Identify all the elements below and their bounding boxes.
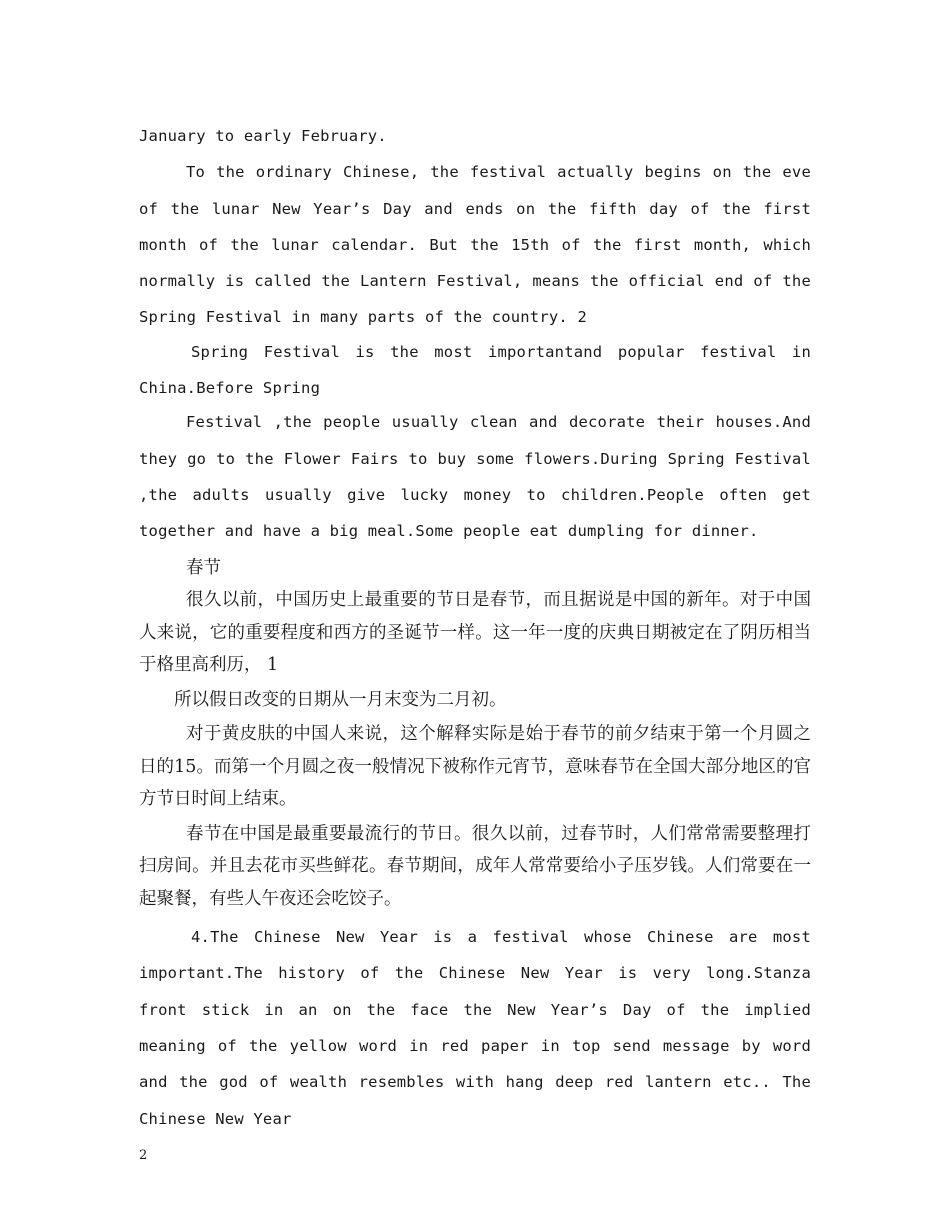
paragraph-zh-explanation: 对于黄皮肤的中国人来说，这个解释实际是始于春节的前夕结束于第一个月圆之日的15。而第一个月圆之夜一般情况下被称作元宵节，意味春节在全国大部分地区的官方节日时间上结束。 bbox=[139, 724, 811, 810]
paragraph-ordinary-chinese: To the ordinary Chinese, the festival actually begins on the eve of the lunar New Year’s Day and ends on the fifth day of the first month of the lunar calendar. But the 15th of the first month, which normally is called the Lantern Festival, means the official end of the Spring Festival in many parts of the country. 2 bbox=[139, 163, 811, 327]
page-number: 2 bbox=[139, 1148, 148, 1163]
paragraph-zh-history: 很久以前，中国历史上最重要的节日是春节，而且据说是中国的新年。对于中国人来说，它的重要程度和西方的圣诞节一样。这一年一度的庆典日期被定在了阴历相当于格里高利历， 1 bbox=[139, 590, 811, 676]
heading-chunjie: 春节 bbox=[186, 557, 221, 578]
paragraph-spring-festival-intro: Spring Festival is the most importantand popular festival in China.Before Spring bbox=[139, 342, 811, 398]
paragraph-chinese-new-year: 4.The Chinese New Year is a festival whose Chinese are most important.The history of the Chinese New Year is very long.Stanza front stick in an on the face the New Year’s Day of the implied meaning of the yellow word in red paper in top send message by word and the god of wealth resembles with hang deep red lantern etc.. The Chinese New Year bbox=[139, 928, 811, 1128]
document-body bbox=[139, 118, 811, 1137]
paragraph-zh-customs: 春节在中国是最重要最流行的节日。很久以前，过春节时，人们常常需要整理打扫房间。并且去花市买些鲜花。春节期间，成年人常常要给小子压岁钱。人们常要在一起聚餐，有些人午夜还会吃饺子。 bbox=[139, 823, 811, 909]
paragraph-spring-festival-customs: Festival ,the people usually clean and decorate their houses.And they go to the Flower Fairs to buy some flowers.During Spring Festival ,the adults usually give lucky money to children.People often get together and have a big meal.Some people eat dumpling for dinner. bbox=[139, 413, 811, 541]
paragraph-zh-date-change: 所以假日改变的日期从一月末变为二月初。 bbox=[174, 689, 507, 710]
paragraph-continuation: January to early February. bbox=[139, 127, 387, 145]
